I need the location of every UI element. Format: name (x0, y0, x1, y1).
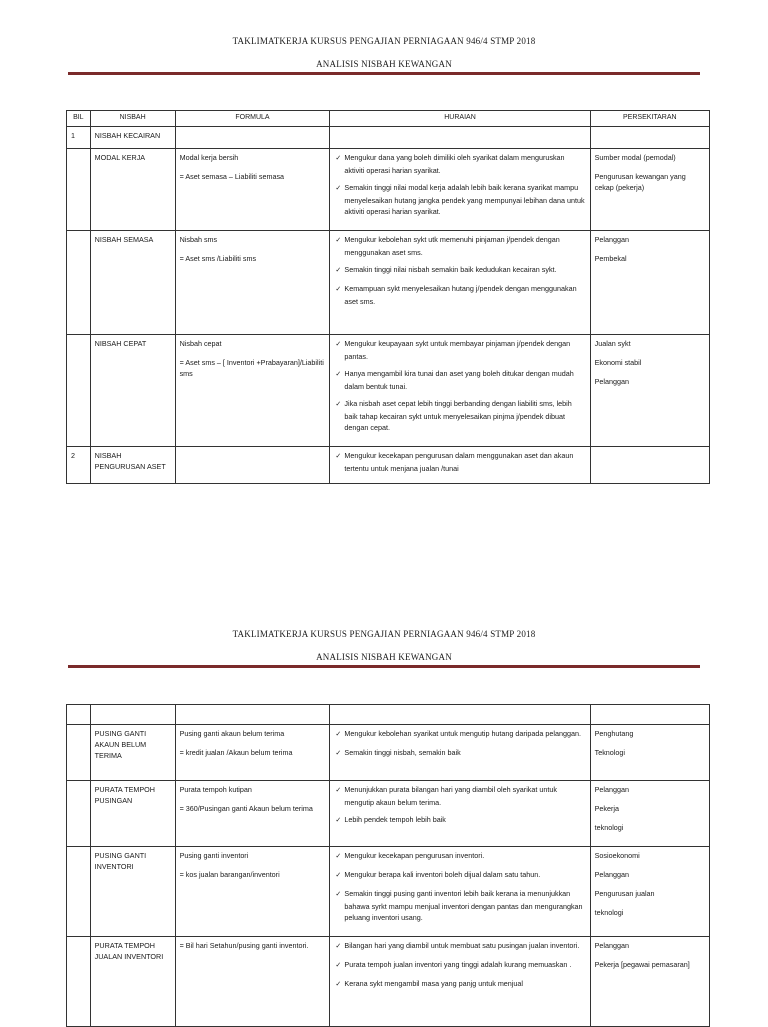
cell-persekitaran (590, 725, 709, 781)
formula-line: = Aset semasa – Liabiliti semasa (179, 172, 285, 181)
title-page1: TAKLIMATKERJA KURSUS PENGAJIAN PERNIAGAAN 946/4 STMP 2018 (232, 36, 536, 46)
table-row (67, 334, 710, 446)
huraian-point: ✓ Mengukur kecekapan pengurusan dalam menggunakan aset dan akaun tertentu untuk menjana jualan /tunai (334, 450, 585, 474)
huraian-point: ✓ Semakin tinggi nisbah, semakin baik (334, 747, 585, 760)
cell-bil (67, 937, 91, 1027)
divider-rule-page2 (68, 665, 700, 668)
huraian-point: ✓ Mengukur dana yang boleh dimiliki oleh syarikat dalam menguruskan aktiviti operasi harian syarikat. (334, 152, 585, 176)
ratio-table-page1 (66, 110, 710, 484)
cell-persekitaran (590, 334, 709, 446)
header-nisbah: NISBAH (90, 111, 175, 127)
cell-bil (67, 781, 91, 847)
table-row (67, 126, 710, 148)
cell-nisbah: PUSING GANTI INVENTORI (90, 847, 175, 937)
formula-line: Modal kerja bersih (179, 152, 239, 162)
persekitaran-item: Pelanggan (594, 377, 629, 387)
persekitaran-item: Pelanggan (594, 234, 629, 244)
table-row (67, 148, 710, 230)
header-huraian: HURAIAN (330, 111, 590, 127)
huraian-point: ✓ Bilangan hari yang diambil untuk membuat satu pusingan jualan inventori. (334, 940, 585, 953)
huraian-point: ✓ Kerana sykt mengambil masa yang panjg untuk menjual (334, 978, 585, 991)
huraian-point: ✓ Jika nisbah aset cepat lebih tinggi berbanding dengan liabiliti sms, lebih baik tahap kecairan sykt untuk menyelesaikan pinjma j/pendek dibuat dengan cepat. (334, 398, 585, 433)
header-bil: BIL (67, 111, 91, 127)
title-page2: TAKLIMATKERJA KURSUS PENGAJIAN PERNIAGAAN 946/4 STMP 2018 (232, 629, 536, 639)
formula-line: Purata tempoh kutipan (179, 785, 252, 794)
cell-formula (175, 230, 330, 334)
huraian-point: ✓ Semakin tinggi nilai nisbah semakin baik kedudukan kecairan sykt. (334, 264, 585, 277)
cell-bil: 1 (67, 126, 91, 148)
table-row (67, 725, 710, 781)
cell-huraian (330, 334, 590, 446)
cell-formula (175, 126, 330, 148)
cell-nisbah: PURATA TEMPOH JUALAN INVENTORI (90, 937, 175, 1027)
formula-line: Nisbah sms (179, 234, 218, 244)
cell-huraian (330, 937, 590, 1027)
formula-line: Pusing ganti inventori (179, 851, 249, 860)
cell-formula (175, 781, 330, 847)
formula-line: Nisbah cepat (179, 338, 222, 348)
huraian-point: ✓ Purata tempoh jualan inventori yang tinggi adalah kurang memuaskan . (334, 959, 585, 972)
huraian-point: ✓ Menunjukkan purata bilangan hari yang diambil oleh syarikat untuk mengutip akaun belum terima. (334, 784, 585, 808)
formula-line: = kos jualan barangan/inventori (179, 870, 280, 880)
huraian-point: ✓ Mengukur berapa kali inventori boleh dijual dalam satu tahun. (334, 869, 585, 882)
subtitle-page2: ANALISIS NISBAH KEWANGAN (316, 652, 452, 662)
cell-nisbah: NISBAH KECAIRAN (90, 126, 175, 148)
huraian-point: ✓ Mengukur keupayaan sykt untuk membayar pinjaman j/pendek dengan pantas. (334, 338, 585, 362)
cell-persekitaran (590, 230, 709, 334)
cell-nisbah: PURATA TEMPOH PUSINGAN (90, 781, 175, 847)
cell-nisbah: NIBSAH CEPAT (90, 334, 175, 446)
table-row (67, 230, 710, 334)
table-row (67, 446, 710, 483)
cell-bil (67, 230, 91, 334)
subtitle-page1: ANALISIS NISBAH KEWANGAN (316, 59, 452, 69)
persekitaran-item: Pelanggan (594, 941, 629, 950)
cell-nisbah: NISBAH SEMASA (90, 230, 175, 334)
persekitaran-item: Jualan sykt (594, 338, 631, 348)
cell-bil (67, 847, 91, 937)
persekitaran-item: Teknologi (594, 748, 625, 758)
cell-bil (67, 334, 91, 446)
cell-persekitaran (590, 937, 709, 1027)
formula-line: = 360/Pusingan ganti Akaun belum terima (179, 804, 313, 814)
persekitaran-item: Pengurusan kewangan yang cekap (pekerja) (594, 172, 686, 193)
cell-formula (175, 334, 330, 446)
cell-huraian (330, 148, 590, 230)
persekitaran-item: teknologi (594, 823, 624, 833)
table-header-row-empty (67, 705, 710, 725)
formula-line: = Aset sms /Liabiliti sms (179, 254, 257, 263)
huraian-point: ✓ Semakin tinggi nilai modal kerja adalah lebih baik kerana syarikat mampu menyelesaikan hutang jangka pendek yang mempunyai lebihan dana untuk aktiviti operasi harian syarikat. (334, 182, 585, 217)
persekitaran-item: Pelanggan (594, 870, 629, 880)
table-header-row (67, 111, 710, 127)
cell-huraian (330, 446, 590, 483)
cell-nisbah: MODAL KERJA (90, 148, 175, 230)
header-formula: FORMULA (175, 111, 330, 127)
persekitaran-item: Pekerja (594, 804, 619, 814)
table-row (67, 847, 710, 937)
cell-huraian (330, 126, 590, 148)
cell-persekitaran (590, 148, 709, 230)
table-row (67, 781, 710, 847)
formula-line: Pusing ganti akaun belum terima (179, 729, 285, 738)
cell-formula (175, 446, 330, 483)
cell-formula (175, 148, 330, 230)
formula-line: = Bil hari Setahun/pusing ganti inventori. (179, 941, 309, 950)
persekitaran-item: Sosioekonomi (594, 851, 640, 860)
huraian-point: ✓ Lebih pendek tempoh lebih baik (334, 814, 585, 827)
cell-bil: 2 (67, 446, 91, 483)
cell-formula (175, 937, 330, 1027)
persekitaran-item: Pengurusan jualan (594, 889, 655, 899)
ratio-table-page2 (66, 704, 710, 1027)
persekitaran-item: Sumber modal (pemodal) (594, 152, 676, 162)
cell-nisbah: NISBAH PENGURUSAN ASET (90, 446, 175, 483)
cell-persekitaran (590, 126, 709, 148)
cell-huraian (330, 781, 590, 847)
cell-huraian (330, 847, 590, 937)
persekitaran-item: Pekerja [pegawai pemasaran] (594, 960, 690, 970)
cell-nisbah: PUSING GANTI AKAUN BELUM TERIMA (90, 725, 175, 781)
formula-line: = kredit jualan /Akaun belum terima (179, 748, 293, 758)
persekitaran-item: teknologi (594, 908, 624, 918)
header-persekitaran: PERSEKITARAN (590, 111, 709, 127)
huraian-point: ✓ Mengukur kebolehan sykt utk memenuhi pinjaman j/pendek dengan menggunakan aset sms. (334, 234, 585, 258)
divider-rule-page1 (68, 72, 700, 75)
cell-bil (67, 148, 91, 230)
cell-bil (67, 725, 91, 781)
huraian-point: ✓ Semakin tinggi pusing ganti inventori lebih baik kerana ia menunjukkan bahawa syrkt mampu menjual inventori dengan pantas dan mengurangkan peluang inventori usang. (334, 888, 585, 923)
cell-persekitaran (590, 847, 709, 937)
huraian-point: ✓ Kemampuan sykt menyelesaikan hutang j/pendek dengan menggunakan aset sms. (334, 283, 585, 307)
table-row (67, 937, 710, 1027)
cell-formula (175, 725, 330, 781)
huraian-point: ✓ Mengukur kecekapan pengurusan inventori. (334, 850, 585, 863)
cell-persekitaran (590, 781, 709, 847)
persekitaran-item: Pembekal (594, 254, 627, 263)
persekitaran-item: Ekonomi stabil (594, 358, 642, 367)
cell-formula (175, 847, 330, 937)
cell-huraian (330, 230, 590, 334)
huraian-point: ✓ Mengukur kebolehan syarikat untuk mengutip hutang daripada pelanggan. (334, 728, 585, 741)
huraian-point: ✓ Hanya mengambil kira tunai dan aset yang boleh ditukar dengan mudah dalam bentuk tunai. (334, 368, 585, 392)
cell-huraian (330, 725, 590, 781)
cell-persekitaran (590, 446, 709, 483)
formula-line: = Aset sms – [ Inventori +Prabayaran]/Liabiliti sms (179, 358, 324, 379)
persekitaran-item: Penghutang (594, 729, 634, 738)
persekitaran-item: Pelanggan (594, 785, 629, 794)
